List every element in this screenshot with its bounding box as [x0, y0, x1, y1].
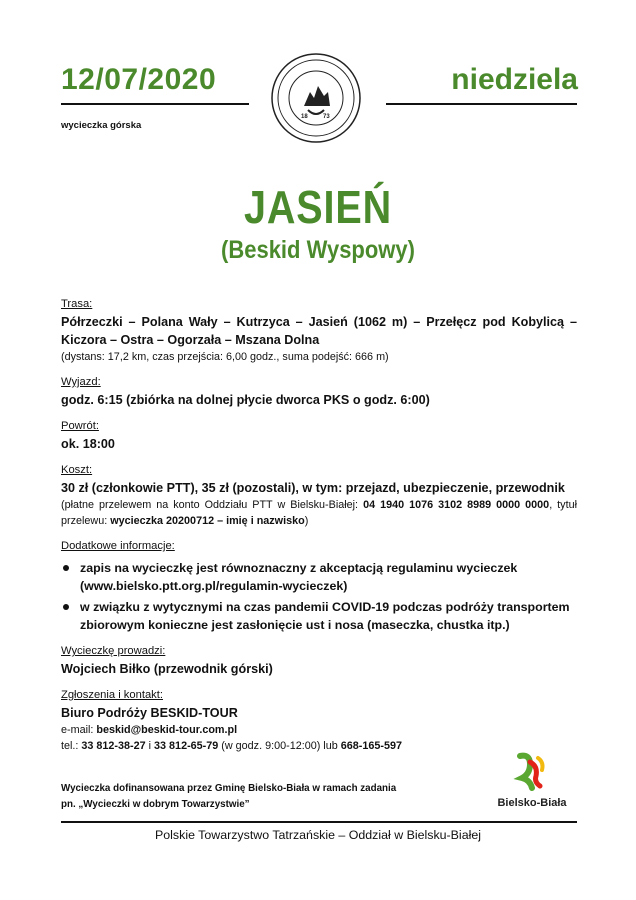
additional-list	[61, 559, 577, 634]
additional-item-text: zapis na wycieczkę jest równoznaczny z akceptacją regulaminu wycieczek (www.bielsko.ptt.org.pl/regulamin-wycieczek)	[80, 561, 518, 593]
phone-1: 33 812-38-27	[81, 740, 146, 752]
route-value: Półrzeczki – Polana Wały – Kutrzyca – Jasień (1062 m) – Przełęcz pod Kobylicą – Kiczora – Ostra – Ogorzała – Mszana Dolna	[61, 315, 577, 347]
phone-label: tel.:	[61, 740, 82, 752]
event-date: 12/07/2020	[61, 63, 217, 96]
bullet-icon	[63, 565, 69, 571]
cost-note	[61, 497, 577, 529]
contact-office: Biuro Podróży BESKID-TOUR	[61, 706, 238, 720]
mobile-phone: 668-165-597	[340, 740, 402, 752]
ptt-stamp-logo	[270, 52, 362, 144]
transfer-title: wycieczka 20200712 – imię i nazwisko	[110, 515, 305, 527]
funding-line-2: pn. „Wycieczki w dobrym Towarzystwie”	[61, 799, 250, 810]
funding-note	[61, 781, 441, 813]
guide-label: Wycieczkę prowadzi:	[61, 645, 166, 657]
departure-value: godz. 6:15 (zbiórka na dolnej płycie dworca PKS o godz. 6:00)	[61, 393, 430, 407]
trip-details	[61, 296, 577, 754]
phone-sep: i	[145, 740, 155, 752]
return-value: ok. 18:00	[61, 437, 115, 451]
route-details: (dystans: 17,2 km, czas przejścia: 6,00 godz., suma podejść: 666 m)	[61, 351, 389, 363]
additional-item-text: w związku z wytycznymi na czas pandemii COVID-19 podczas podróży transportem zbiorowym konieczne jest zasłonięcie ust i nosa (maseczka, chustka itp.)	[80, 600, 570, 632]
stamp-year-right: 73	[323, 114, 330, 120]
city-logo-text: Bielsko-Biała	[497, 797, 567, 809]
cost-note-prefix: (płatne przelewem na konto Oddziału PTT w Bielsku-Białej:	[61, 499, 364, 511]
list-item	[61, 598, 577, 634]
route-label: Trasa:	[61, 298, 93, 310]
departure-label: Wyjazd:	[61, 376, 101, 388]
bullet-icon	[63, 604, 69, 610]
contact-email-line	[61, 722, 577, 738]
cost-value: 30 zł (członkowie PTT), 35 zł (pozostali), w tym: przejazd, ubezpieczenie, przewodnik	[61, 481, 565, 495]
cost-label: Koszt:	[61, 464, 93, 476]
header-rule-left	[61, 103, 249, 105]
header-rule-right	[386, 103, 577, 105]
email-link[interactable]: beskid@beskid-tour.com.pl	[96, 724, 238, 736]
page-title: JASIEŃ	[243, 181, 393, 233]
bank-account: 04 1940 1076 3102 8989 0000 0000	[363, 499, 550, 511]
additional-label: Dodatkowe informacje:	[61, 540, 175, 552]
funding-line-1: Wycieczka dofinansowana przez Gminę Bielsko-Biała w ramach zadania	[61, 783, 397, 794]
contact-label: Zgłoszenia i kontakt:	[61, 689, 163, 701]
trip-type: wycieczka górska	[61, 120, 142, 131]
cost-note-mid: , tytuł przelewu:	[61, 499, 577, 527]
guide-value: Wojciech Biłko (przewodnik górski)	[61, 662, 273, 676]
region-subtitle: (Beskid Wyspowy)	[221, 236, 415, 264]
cost-note-suffix: )	[304, 515, 309, 527]
stamp-year-left: 18	[301, 114, 308, 120]
office-hours: (w godz. 9:00-12:00) lub	[218, 740, 341, 752]
phone-2: 33 812-65-79	[154, 740, 219, 752]
return-label: Powrót:	[61, 420, 99, 432]
footer-rule	[61, 821, 577, 823]
email-label: e-mail:	[61, 724, 97, 736]
event-day: niedziela	[451, 63, 578, 96]
footer-text: Polskie Towarzystwo Tatrzańskie – Oddział w Bielsku-Białej	[155, 828, 481, 842]
list-item	[61, 559, 577, 595]
